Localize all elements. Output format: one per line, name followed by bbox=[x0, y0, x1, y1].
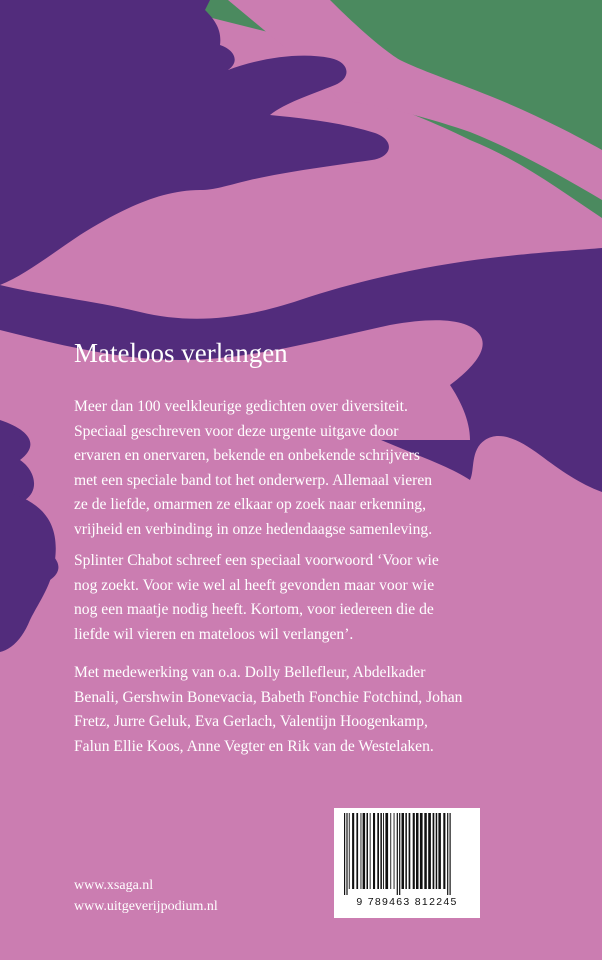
blurb-paragraph-3 bbox=[74, 661, 594, 759]
barcode-bar bbox=[436, 813, 438, 889]
website-uitgeverijpodium[interactable]: www.uitgeverijpodium.nl bbox=[74, 899, 218, 914]
barcode-bar bbox=[346, 813, 347, 895]
blurb-line: Meer dan 100 veelkleurige gedichten over diversiteit. bbox=[74, 398, 408, 415]
barcode-bar bbox=[447, 813, 448, 895]
blurb-line: Speciaal geschreven voor deze urgente uitgave door bbox=[74, 422, 399, 440]
barcode-bar bbox=[370, 813, 371, 889]
lower-finger-shape bbox=[0, 490, 56, 652]
barcode-bar bbox=[433, 813, 435, 889]
barcode-bar bbox=[356, 813, 358, 889]
blurb-paragraph-1 bbox=[74, 395, 594, 542]
barcode-bar bbox=[390, 813, 391, 889]
blurb-line: nog een maatje nodig heeft. Kortom, voor iedereen die de bbox=[74, 601, 434, 618]
blurb-line: Met medewerking van o.a. Dolly Bellefleur, Abdelkader bbox=[74, 664, 426, 681]
barcode-bar bbox=[385, 813, 388, 889]
blurb-line: liefde wil vieren en mateloos wil verlangen’. bbox=[74, 625, 354, 643]
isbn-barcode bbox=[334, 808, 480, 918]
barcode-bar bbox=[424, 813, 427, 889]
barcode-bar bbox=[420, 813, 423, 889]
barcode-bar bbox=[361, 813, 362, 889]
blurb-line: Fretz, Jurre Geluk, Eva Gerlach, Valentijn Hoogenkamp, bbox=[74, 713, 428, 730]
blurb-line: Splinter Chabot schreef een speciaal voorwoord ‘Voor wie bbox=[74, 552, 439, 569]
blurb-line: met een speciale band tot het onderwerp. Allemaal vieren bbox=[74, 471, 433, 489]
barcode-bar bbox=[377, 813, 379, 889]
barcode-bar bbox=[397, 813, 398, 895]
barcode-bar bbox=[416, 813, 419, 889]
blurb-line: ze de liefde, omarmen ze elkaar op zoek naar erkenning, bbox=[74, 496, 426, 513]
blurb-line: vrijheid en verbinding in onze hedendaagse samenleving. bbox=[74, 520, 433, 538]
barcode-bar bbox=[409, 813, 411, 889]
barcode-bar bbox=[428, 813, 431, 889]
barcode-bar bbox=[443, 813, 445, 889]
blurb-paragraph-2 bbox=[74, 549, 594, 647]
blurb-line: nog zoekt. Voor wie wel al heeft gevonden maar voor wie bbox=[74, 576, 435, 594]
barcode-bar bbox=[405, 813, 407, 889]
barcode-bar bbox=[399, 813, 400, 895]
barcode-bar bbox=[450, 813, 451, 895]
barcode-bar bbox=[349, 813, 350, 889]
barcode-bar bbox=[373, 813, 375, 889]
website-xsaga[interactable]: www.xsaga.nl bbox=[74, 878, 154, 893]
barcode-bar bbox=[367, 813, 369, 889]
barcode-bar bbox=[380, 813, 382, 889]
barcode-bars bbox=[342, 813, 472, 895]
blurb-line: Falun Ellie Koos, Anne Vegter en Rik van de Westelaken. bbox=[74, 737, 434, 755]
barcode-bar bbox=[438, 813, 441, 889]
barcode-bar bbox=[383, 813, 384, 889]
barcode-bar bbox=[394, 813, 395, 889]
barcode-bar bbox=[413, 813, 415, 889]
barcode-bar bbox=[344, 813, 345, 895]
barcode-bar bbox=[402, 813, 405, 889]
isbn-number: 9 789463 812245 bbox=[356, 896, 458, 908]
blurb-line: ervaren en onervaren, bekende en onbekende schrijvers bbox=[74, 447, 420, 464]
book-title: Mateloos verlangen bbox=[74, 338, 288, 368]
blurb-line: Benali, Gershwin Bonevacia, Babeth Fonchie Fotchind, Johan bbox=[74, 688, 463, 706]
barcode-bar bbox=[352, 813, 354, 889]
barcode-bar bbox=[363, 813, 366, 889]
